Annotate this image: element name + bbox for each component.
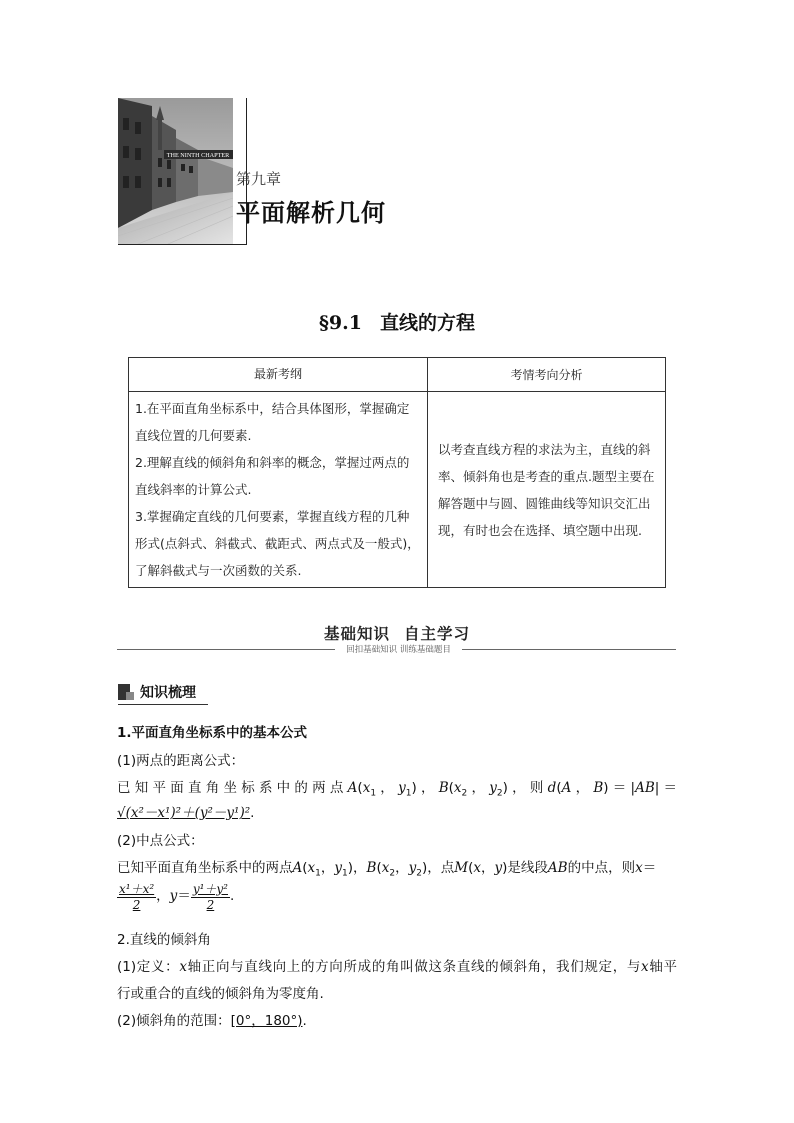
definition-line: (1)定义：x轴正向与直线向上的方向所成的角叫做这条直线的倾斜角，我们规定，与x轴平 xyxy=(117,959,678,975)
banner-title-a: 基础知识 xyxy=(323,625,390,643)
banner-rule-left xyxy=(117,649,335,650)
range-line: (2)倾斜角的范围：[0°，180°). xyxy=(117,1013,307,1029)
heading-inclination-angle: 2.直线的倾斜角 xyxy=(117,932,211,948)
angle-range: [0°，180°) xyxy=(230,1013,303,1029)
banner-rule-right xyxy=(462,649,676,650)
knowledge-heading xyxy=(118,680,196,704)
chapter-photo xyxy=(118,98,233,244)
chapter-title: 平面解析几何 xyxy=(236,199,386,227)
definition-line-2: 行或重合的直线的倾斜角为零度角. xyxy=(117,986,324,1002)
distance-formula-label: (1)两点的距离公式： xyxy=(117,753,245,769)
syllabus-cell xyxy=(129,392,428,588)
section-banner xyxy=(0,622,794,644)
heading-basic-formulas: 1.平面直角坐标系中的基本公式 xyxy=(117,725,308,741)
section-name: 直线的方程 xyxy=(379,312,475,334)
distance-formula-line: 已知平面直角坐标系中的两点$A(x_1$，$y_1$)，$B(x_2$，$y_2$)，则d(A，B)＝|AB|＝ xyxy=(117,780,678,799)
syllabus-item: 1.在平面直角坐标系中，结合具体图形，掌握确定直线位置的几何要素. xyxy=(135,401,410,443)
midpoint-formula-label: (2)中点公式： xyxy=(117,833,204,849)
knowledge-label: 知识梳理 xyxy=(140,685,196,701)
syllabus-item: 2.理解直线的倾斜角和斜率的概念，掌握过两点的直线斜率的计算公式. xyxy=(135,455,410,497)
knowledge-underline xyxy=(118,704,208,705)
banner-subtitle: 回扣基础知识 训练基础题目 xyxy=(346,645,451,655)
midpoint-formula-expression: $\frac{\text{x¹＋x²}}{2}$ ，y＝ $\frac{\text{y¹＋y²}}{2}$ . xyxy=(119,882,235,912)
chapter-photo-text: THE NINTH CHAPTER xyxy=(166,152,230,159)
analysis-text: 以考查直线方程的求法为主，直线的斜率、倾斜角也是考查的重点.题型主要在解答题中与圆、圆锥曲线等知识交汇出现，有时也会在选择、填空题中出现. xyxy=(438,441,655,538)
section-title xyxy=(0,308,794,335)
square-bullet-icon xyxy=(118,684,134,700)
table-header-analysis: 考情考向分析 xyxy=(428,358,666,392)
table-header-syllabus: 最新考纲 xyxy=(129,358,428,392)
section-number: §9.1 xyxy=(318,312,362,334)
syllabus-item: 3.掌握确定直线的几何要素，掌握直线方程的几种形式(点斜式、斜截式、截距式、两点式及一般式)，了解斜截式与一次函数的关系. xyxy=(135,509,420,578)
chapter-label: 第九章 xyxy=(236,170,282,188)
distance-formula-expression: √(x²－x¹)²＋(y²－y¹)². xyxy=(117,805,255,821)
fraction-y: $\frac{\text{y¹＋y²}}{2}$ xyxy=(192,882,228,912)
syllabus-table xyxy=(128,357,666,588)
midpoint-formula-line: 已知平面直角坐标系中的两点$A(x_1$，$y_1$)，$B(x_2$，$y_2$)，点M(x，y)是线段AB的中点，则x＝ xyxy=(117,860,657,879)
analysis-cell xyxy=(428,392,666,588)
banner-title-b: 自主学习 xyxy=(404,625,471,643)
fraction-x: $\frac{\text{x¹＋x²}}{2}$ xyxy=(119,882,155,912)
